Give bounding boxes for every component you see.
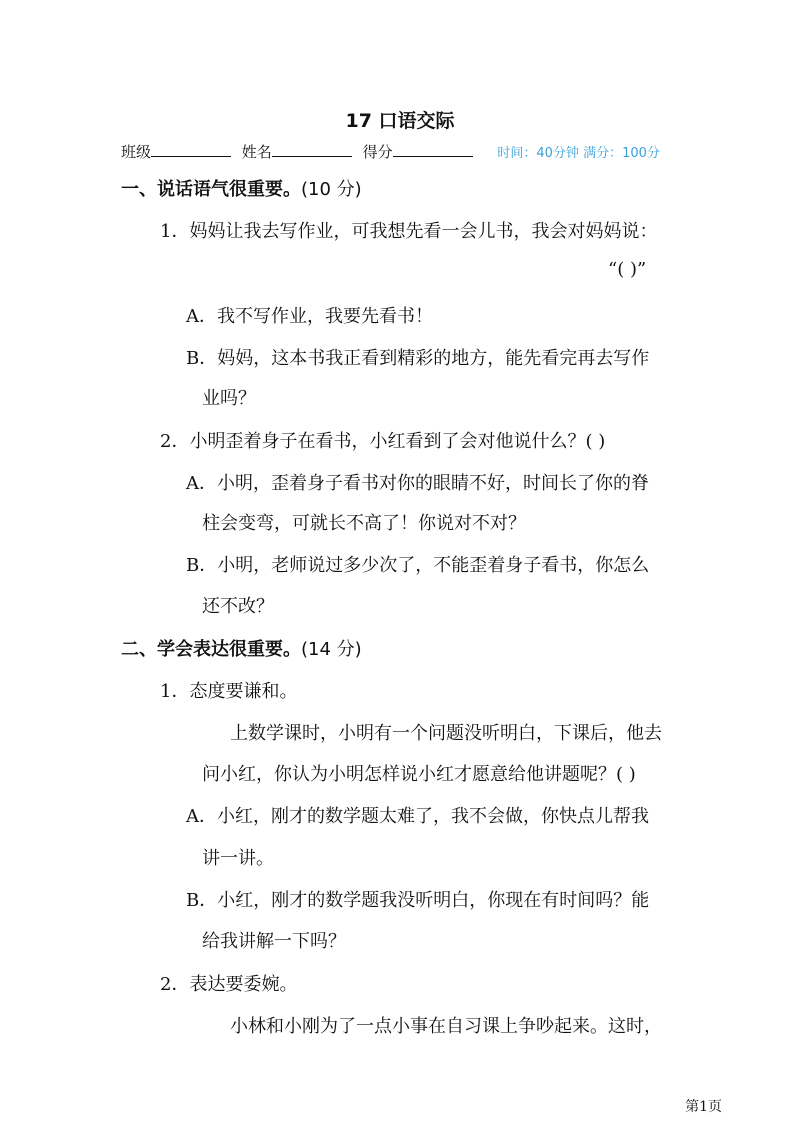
- s2-q1-option-b-line2: 给我讲解一下吗？: [202, 931, 346, 952]
- class-label: 班级: [121, 143, 152, 161]
- s2-q2-line1: 2．表达要委婉。: [160, 974, 298, 995]
- s2-q2-paragraph-line1: 小林和小刚为了一点小事在自习课上争吵起来。这时，: [230, 1016, 662, 1037]
- time-info: 时间：40分钟 满分：100分: [497, 146, 660, 161]
- s1-q2-line1: 2．小明歪着身子在看书，小红看到了会对他说什么？( ): [160, 431, 606, 452]
- section-1-title: 一、说话语气很重要。: [121, 179, 301, 200]
- s2-q1-option-b-line1: B．小红，刚才的数学题我没听明白，你现在有时间吗？能: [186, 890, 650, 911]
- student-info-row: [121, 141, 660, 162]
- s1-q2-option-b-line2: 还不改？: [202, 596, 274, 617]
- s2-q1-option-a-line2: 讲一讲。: [202, 848, 274, 869]
- page-number: 第1页: [685, 1099, 722, 1115]
- class-blank[interactable]: [151, 142, 231, 157]
- s2-q1-paragraph-line2: 问小红，你认为小明怎样说小红才愿意给他讲题呢？( ): [202, 764, 636, 785]
- s1-q2-option-a-line1: A．小明，歪着身子看书对你的眼睛不好，时间长了你的脊: [186, 473, 649, 494]
- s2-q1-option-a-line1: A．小红，刚才的数学题太难了，我不会做，你快点儿帮我: [186, 806, 649, 827]
- section-1-heading: [121, 175, 362, 201]
- section-2-score: (14 分): [301, 639, 362, 660]
- s1-q1-option-b-line2: 业吗？: [202, 388, 256, 409]
- s1-q1-option-b-line1: B．妈妈，这本书我正看到精彩的地方，能先看完再去写作: [186, 348, 650, 369]
- score-blank[interactable]: [393, 142, 473, 157]
- page-title: 17 口语交际: [345, 110, 455, 132]
- s2-q1-line1: 1．态度要谦和。: [160, 681, 298, 702]
- s1-q1-line1: 1．妈妈让我去写作业，可我想先看一会儿书，我会对妈妈说：: [160, 221, 658, 242]
- section-2-heading: [121, 635, 362, 661]
- s1-q1-option-a: A．我不写作业，我要先看书！: [186, 306, 433, 327]
- section-1-score: (10 分): [301, 179, 362, 200]
- name-blank[interactable]: [272, 142, 352, 157]
- score-label: 得分: [362, 143, 393, 161]
- s1-q2-option-b-line1: B．小明，老师说过多少次了，不能歪着身子看书，你怎么: [186, 555, 650, 576]
- s1-q1-answer-blank[interactable]: “( )”: [608, 259, 647, 280]
- s2-q1-paragraph-line1: 上数学课时，小明有一个问题没听明白，下课后，他去: [230, 723, 662, 744]
- s1-q2-option-a-line2: 柱会变弯，可就长不高了！你说对不对？: [202, 513, 526, 534]
- name-label: 姓名: [241, 143, 272, 161]
- section-2-title: 二、学会表达很重要。: [121, 639, 301, 660]
